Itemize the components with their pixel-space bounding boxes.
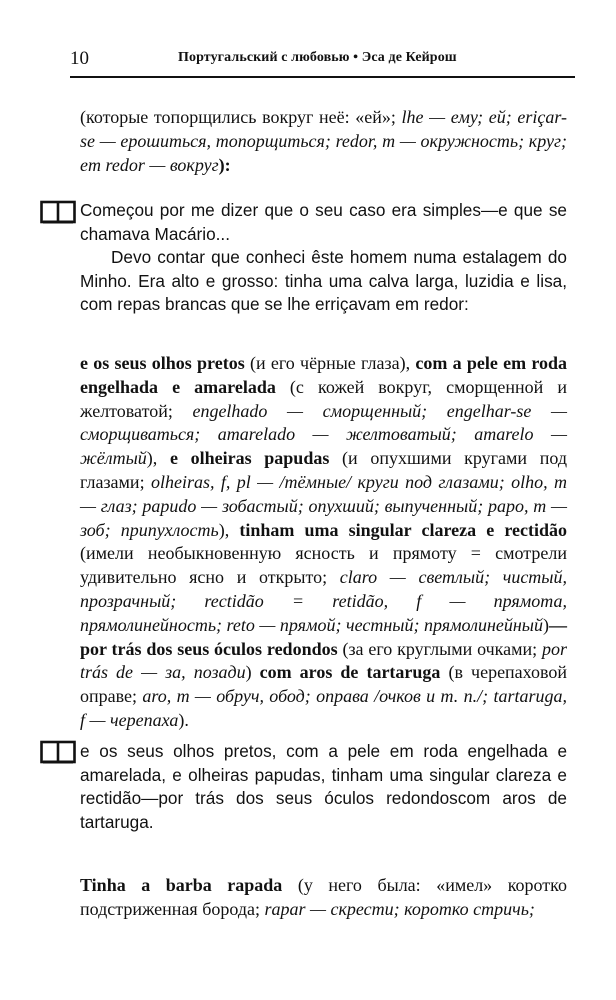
phrase: e os seus olhos pretos xyxy=(80,353,245,373)
vocabulary: olheiras, f, pl — /тёмные/ круги под глазами; olho, m — глаз; papudo — зобастый; опухший; выпученный; papo, m — зоб; припухлость xyxy=(80,471,567,540)
gloss-text: (которые топорщились вокруг неё: «ей»; xyxy=(80,107,402,127)
translation: ), xyxy=(146,448,170,469)
original-text-block-2 xyxy=(80,740,567,834)
gloss-paragraph-top xyxy=(80,106,567,177)
gloss-translation: lhe — ему; ей; eriçar-se — ерошиться, топорщиться; redor, m — окружность; круг; em redor — вокруг xyxy=(80,107,567,175)
translation: ) xyxy=(245,662,260,683)
open-book-icon xyxy=(40,740,76,764)
phrase: tinham uma singular clareza e rectidão xyxy=(239,519,567,540)
translation: (с кожей вокруг, сморщенной и желтоватой; xyxy=(80,376,567,421)
gloss-punct: ): xyxy=(218,154,231,175)
gloss-paragraph-middle xyxy=(80,352,567,733)
phrase: com aros de tartaruga xyxy=(259,662,441,683)
translation: (и его чёрные глаза), xyxy=(244,353,416,373)
page-header xyxy=(70,46,575,78)
open-book-icon xyxy=(40,200,76,224)
phrase: Tinha a barba rapada xyxy=(80,875,283,895)
original-paragraph: Devo contar que conheci êste homem numa estalagem do Minho. Era alto e grosso: tinha uma calva larga, luzidia e lisa, com repas brancas que se lhe erriçavam em redor: xyxy=(80,247,567,315)
translation: ), xyxy=(218,519,240,540)
translation: ) xyxy=(543,614,549,635)
original-paragraph: Começou por me dizer que o seu caso era simples—e que se chamava Macário... xyxy=(80,200,567,244)
original-text-block-1 xyxy=(80,199,567,317)
translation: (в черепаховой оправе; xyxy=(80,662,567,707)
phrase: com a pele em roda engelhada e amarelada xyxy=(80,353,567,397)
running-title: Португальский с любовью • Эса де Кейрош xyxy=(178,50,457,65)
translation: (и опухшими кругами под глазами; xyxy=(80,448,567,492)
translation: (у него была: «имел» коротко подстриженная борода; xyxy=(80,875,568,919)
vocabulary: claro — светлый; чистый, прозрачный; rectidão = retidão, f — прямота, прямолинейность; reto — прямой; честный; прямолинейный xyxy=(80,567,567,635)
translation: (за его круглыми очками; xyxy=(337,638,542,659)
page-number: 10 xyxy=(70,48,89,69)
gloss-paragraph-bottom xyxy=(80,874,567,922)
vocabulary: rapar — скрести; коротко стричь; xyxy=(264,898,535,919)
phrase: e olheiras papudas xyxy=(169,448,330,469)
vocabulary: engelhado — сморщенный; engelhar-se — сморщиваться; amarelado — желтоватый; amarelo — жёлтый xyxy=(80,400,567,469)
translation: (имели необыкновенную ясность и прямоту = смотрели удивительно ясно и открыто; xyxy=(80,543,567,588)
phrase: —por trás dos seus óculos redondos xyxy=(80,614,567,659)
vocabulary: aro, m — обруч, обод; оправа /очков и т. п./; tartaruga, f — черепаха xyxy=(80,686,567,730)
original-paragraph: e os seus olhos pretos, com a pele em roda engelhada e amarelada, e olheiras papudas, tinham uma singular clareza e rectidão—por trás dos seus óculos redondoscom aros de tartaruga. xyxy=(80,741,567,832)
translation: ). xyxy=(178,709,189,730)
vocabulary: por trás de — за, позади xyxy=(80,638,568,683)
